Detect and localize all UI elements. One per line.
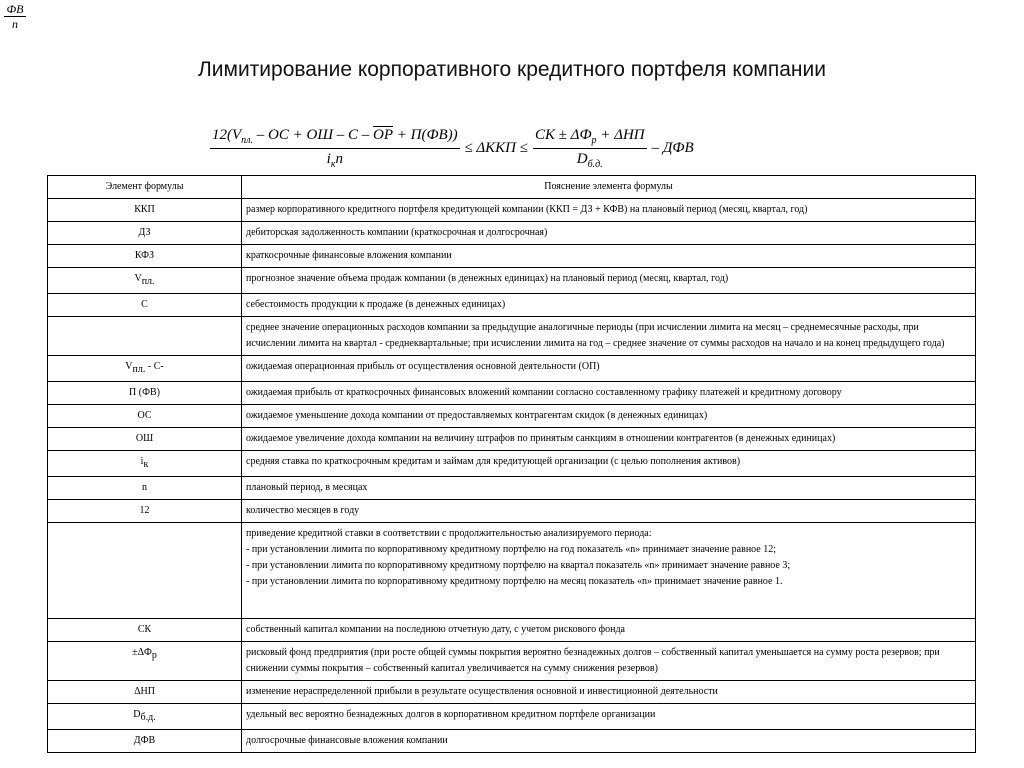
table-row xyxy=(48,704,976,730)
corner-fraction-bottom: n xyxy=(12,17,18,31)
element-cell: СК xyxy=(48,619,242,642)
left-numerator: $12(V_{пл.}$ – ОС + ОШ – С – ОР + П(ФВ)) xyxy=(210,127,460,149)
explanation-line: ожидаемое уменьшение дохода компании от предоставляемых контрагентам скидок (в денежных единицах) xyxy=(246,410,708,421)
table-row xyxy=(48,222,976,245)
element-cell: П (ФВ) xyxy=(48,382,242,405)
right-numerator: СК ± $\Delta Ф_р + \Delta НП$ xyxy=(533,127,647,149)
explanation-line: средняя ставка по краткосрочным кредитам и займам для кредитующей организации (с целью пополнения активов) xyxy=(246,456,741,467)
table-row xyxy=(48,730,976,753)
explanation-line: - при установлении лимита по корпоративному кредитному портфелю на год показатель «n» принимает значение равное 12; xyxy=(246,544,777,555)
element-cell: $D_{б.д.}$ xyxy=(48,704,242,730)
explanation-line: среднее значение операционных расходов компании за предыдущие аналогичные периоды (при исчислении лимита на месяц – среднемесячные расходы, при исчислении лимита на квартал - среднеквартальные; при исчислении лимита на год – среднее значение от суммы расходов на начало и на конец предыдущего года) xyxy=(246,322,945,349)
inequality-sign: ≤ ΔККП ≤ xyxy=(464,139,528,156)
explanation-line: ожидаемая прибыль от краткосрочных финансовых вложений компании согласно составленному графику платежей и кредитному договору xyxy=(246,387,842,398)
table-row xyxy=(48,268,976,294)
table-row xyxy=(48,477,976,500)
explanation-line: ожидаемая операционная прибыль от осуществления основной деятельности (ОП) xyxy=(246,361,600,372)
element-cell: $i_к$ xyxy=(48,451,242,477)
element-cell: ДФВ xyxy=(48,730,242,753)
table-row xyxy=(48,428,976,451)
explanation-cell xyxy=(242,317,976,356)
explanation-cell xyxy=(242,405,976,428)
explanation-line: изменение нераспределенной прибыли в результате осуществления основной и инвестиционной деятельности xyxy=(246,686,718,697)
left-denominator: $i_кn$ xyxy=(326,150,344,170)
header-element: Элемент формулы xyxy=(48,176,242,199)
explanation-cell xyxy=(242,681,976,704)
page-title: Лимитирование корпоративного кредитного портфеля компании xyxy=(198,58,826,81)
element-cell: КФЗ xyxy=(48,245,242,268)
explanation-cell xyxy=(242,382,976,405)
explanation-line: долгосрочные финансовые вложения компании xyxy=(246,735,448,746)
table-row xyxy=(48,451,976,477)
explanation-cell xyxy=(242,222,976,245)
element-cell: 12 xyxy=(48,500,242,523)
element-cell: $V_{пл.} - С-$ xyxy=(48,356,242,382)
explanation-line: приведение кредитной ставки в соответствии с продолжительностью анализируемого периода: xyxy=(246,528,652,539)
table-row xyxy=(48,382,976,405)
explanation-line: прогнозное значение объема продаж компании (в денежных единицах) на плановый период (месяц, квартал, год) xyxy=(246,273,729,284)
explanation-cell xyxy=(242,642,976,681)
explanation-cell xyxy=(242,294,976,317)
explanation-cell xyxy=(242,245,976,268)
element-cell: ДЗ xyxy=(48,222,242,245)
explanation-cell xyxy=(242,268,976,294)
explanation-cell xyxy=(242,704,976,730)
explanation-cell xyxy=(242,451,976,477)
table-row xyxy=(48,199,976,222)
explanation-line: количество месяцев в году xyxy=(246,505,360,516)
corner-fraction xyxy=(4,2,26,31)
table-row xyxy=(48,523,976,619)
explanation-cell xyxy=(242,199,976,222)
formula-tail: – ДФВ xyxy=(651,139,694,156)
table-row xyxy=(48,500,976,523)
explanation-cell xyxy=(242,428,976,451)
explanation-line: - при установлении лимита по корпоративному кредитному портфелю на месяц показатель «n» принимает значение равное 1. xyxy=(246,576,783,587)
table-row xyxy=(48,405,976,428)
explanation-cell xyxy=(242,523,976,619)
table-header-row xyxy=(48,176,976,199)
explanation-cell xyxy=(242,619,976,642)
element-cell: n xyxy=(48,477,242,500)
limit-formula xyxy=(210,124,699,172)
element-cell: С xyxy=(48,294,242,317)
explanation-cell xyxy=(242,730,976,753)
explanation-line: краткосрочные финансовые вложения компании xyxy=(246,250,452,261)
table-row xyxy=(48,619,976,642)
element-cell: ККП xyxy=(48,199,242,222)
table-row xyxy=(48,681,976,704)
explanation-cell xyxy=(242,356,976,382)
table-row xyxy=(48,294,976,317)
explanation-line: себестоимость продукции к продаже (в денежных единицах) xyxy=(246,299,506,310)
left-fraction xyxy=(210,127,460,170)
explanation-line: ожидаемое увеличение дохода компании на величину штрафов по принятым санкциям в отношении контрагентов (в денежных единицах) xyxy=(246,433,836,444)
right-denominator: $D_{б.д.}$ xyxy=(576,150,603,170)
element-cell xyxy=(48,317,242,356)
explanation-line: собственный капитал компании на последнюю отчетную дату, с учетом рискового фонда xyxy=(246,624,625,635)
element-cell: $V_{пл.}$ xyxy=(48,268,242,294)
explanation-line: плановый период, в месяцах xyxy=(246,482,368,493)
explanation-line: рисковый фонд предприятия (при росте общей суммы покрытия вероятно безнадежных долгов – собственный капитал уменьшается на сумму роста резервов; при снижении суммы покрытия – собственный капитал увеличивается на сумму снижения резервов) xyxy=(246,647,940,674)
element-cell: ОС xyxy=(48,405,242,428)
table-row xyxy=(48,356,976,382)
right-fraction xyxy=(533,127,647,170)
element-cell: $\pm\Delta Ф_р$ xyxy=(48,642,242,681)
element-cell: ΔНП xyxy=(48,681,242,704)
explanation-line: - при установлении лимита по корпоративному кредитному портфелю на квартал показатель «n» принимает значение равное 3; xyxy=(246,560,791,571)
formula-elements-table xyxy=(47,175,976,753)
explanation-cell xyxy=(242,477,976,500)
explanation-line: размер корпоративного кредитного портфеля кредитующей компании (ККП = ДЗ + КФВ) на плановый период (месяц, квартал, год) xyxy=(246,204,808,215)
explanation-line: удельный вес вероятно безнадежных долгов в корпоративном кредитном портфеле организации xyxy=(246,709,656,720)
table-row xyxy=(48,317,976,356)
table-row xyxy=(48,642,976,681)
header-explanation: Пояснение элемента формулы xyxy=(242,176,976,199)
explanation-line: дебиторская задолженность компании (краткосрочная и долгосрочная) xyxy=(246,227,548,238)
element-cell: ОШ xyxy=(48,428,242,451)
explanation-cell xyxy=(242,500,976,523)
table-row xyxy=(48,245,976,268)
corner-fraction-top: ФВ xyxy=(4,2,26,17)
element-cell xyxy=(48,523,242,619)
